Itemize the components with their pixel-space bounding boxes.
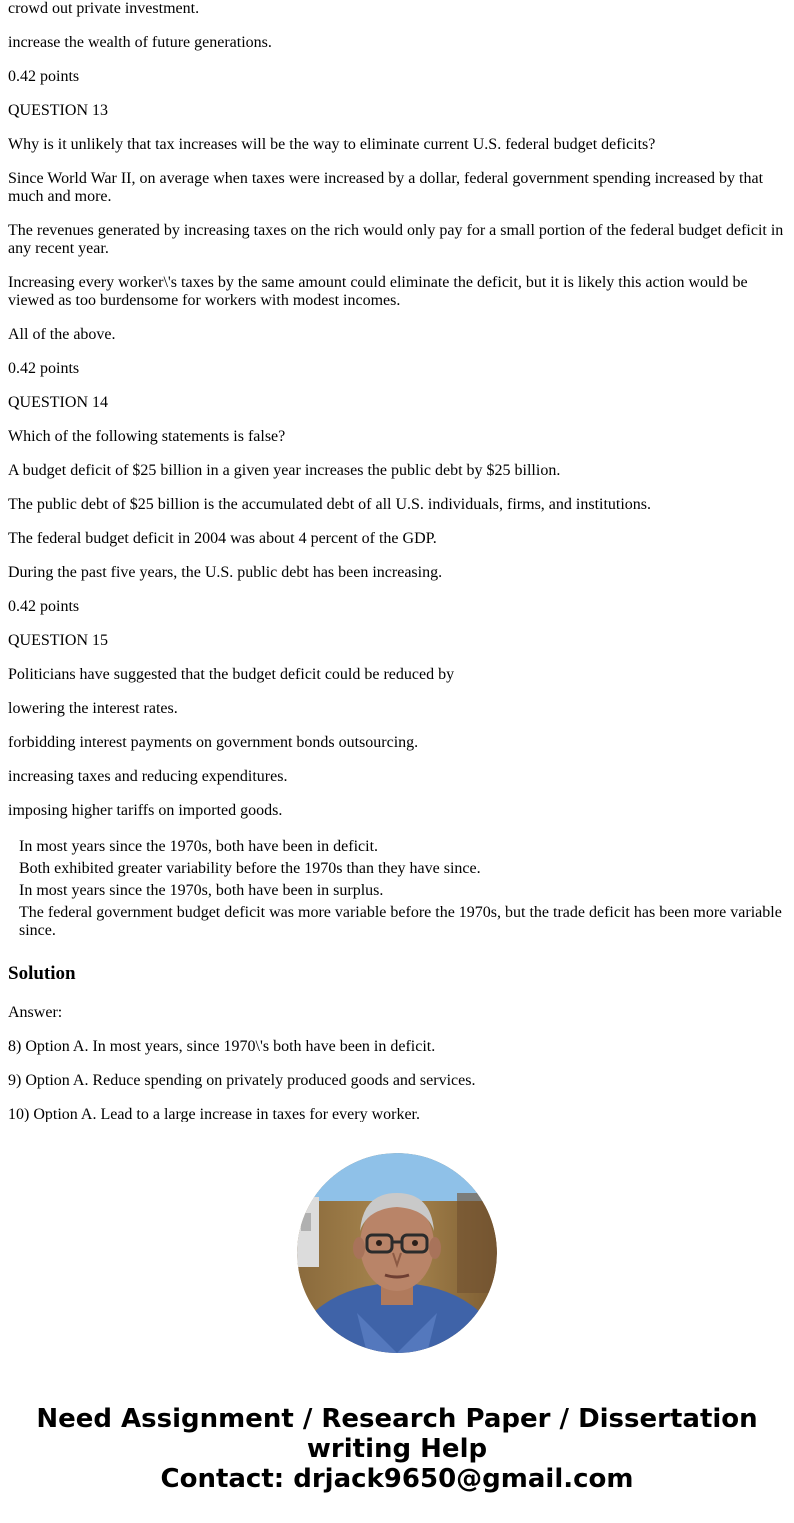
list-item: Both exhibited greater variability before the 1970s than they have since. [19,860,481,877]
answer-option: All of the above. [8,326,116,343]
options-list [8,838,786,940]
promo-footer [0,1122,794,1523]
question-text: Politicians have suggested that the budget deficit could be reduced by [8,666,455,683]
question-heading: QUESTION 15 [8,632,108,649]
answer-line: 9) Option A. Reduce spending on privately produced goods and services. [8,1072,476,1089]
answer-option: The federal budget deficit in 2004 was about 4 percent of the GDP. [8,530,437,547]
list-item: In most years since the 1970s, both have been in deficit. [19,838,379,855]
promo-line: Need Assignment / Research Paper / Dissertation [36,1404,758,1434]
question-heading: QUESTION 14 [8,394,108,411]
answer-option: increasing taxes and reducing expenditures. [8,768,288,785]
answer-option: During the past five years, the U.S. public debt has been increasing. [8,564,443,581]
contact-email: Contact: drjack9650@gmail.com [160,1464,634,1494]
answer-line: 8) Option A. In most years, since 1970\'s both have been in deficit. [8,1038,436,1055]
answer-option: lowering the interest rates. [8,700,178,717]
answer-label: Answer: [8,1004,63,1021]
answer-option: A budget deficit of $25 billion in a given year increases the public debt by $25 billion. [8,462,561,479]
points-label: 0.42 points [8,598,80,615]
question-heading: QUESTION 13 [8,102,108,119]
answer-option: imposing higher tariffs on imported goods. [8,802,283,819]
author-photo [297,1153,497,1353]
answer-option: forbidding interest payments on government bonds outsourcing. [8,734,419,751]
promo-text [0,1404,794,1494]
question-text: Which of the following statements is false? [8,428,286,445]
points-label: 0.42 points [8,360,80,377]
answer-line: 10) Option A. Lead to a large increase in taxes for every worker. [8,1106,420,1122]
points-label: 0.42 points [8,68,80,85]
solution-heading: Solution [8,963,76,984]
answer-option: The revenues generated by increasing taxes on the rich would only pay for a small portion of the federal budget deficit in any recent year. [8,222,784,257]
answer-option: The public debt of $25 billion is the accumulated debt of all U.S. individuals, firms, and institutions. [8,496,652,513]
document-body [8,0,786,1122]
list-item: The federal government budget deficit was more variable before the 1970s, but the trade deficit has been more variable since. [19,904,782,939]
promo-line: writing Help [306,1434,488,1464]
list-item: In most years since the 1970s, both have been in surplus. [19,882,384,899]
answer-option: Since World War II, on average when taxes were increased by a dollar, federal government spending increased by that much and more. [8,170,764,205]
answer-option: increase the wealth of future generations. [8,34,272,51]
answer-option: Increasing every worker\'s taxes by the same amount could eliminate the deficit, but it is likely this action would be viewed as too burdensome for workers with modest incomes. [8,274,748,309]
answer-option: crowd out private investment. [8,0,200,17]
question-text: Why is it unlikely that tax increases will be the way to eliminate current U.S. federal budget deficits? [8,136,656,153]
